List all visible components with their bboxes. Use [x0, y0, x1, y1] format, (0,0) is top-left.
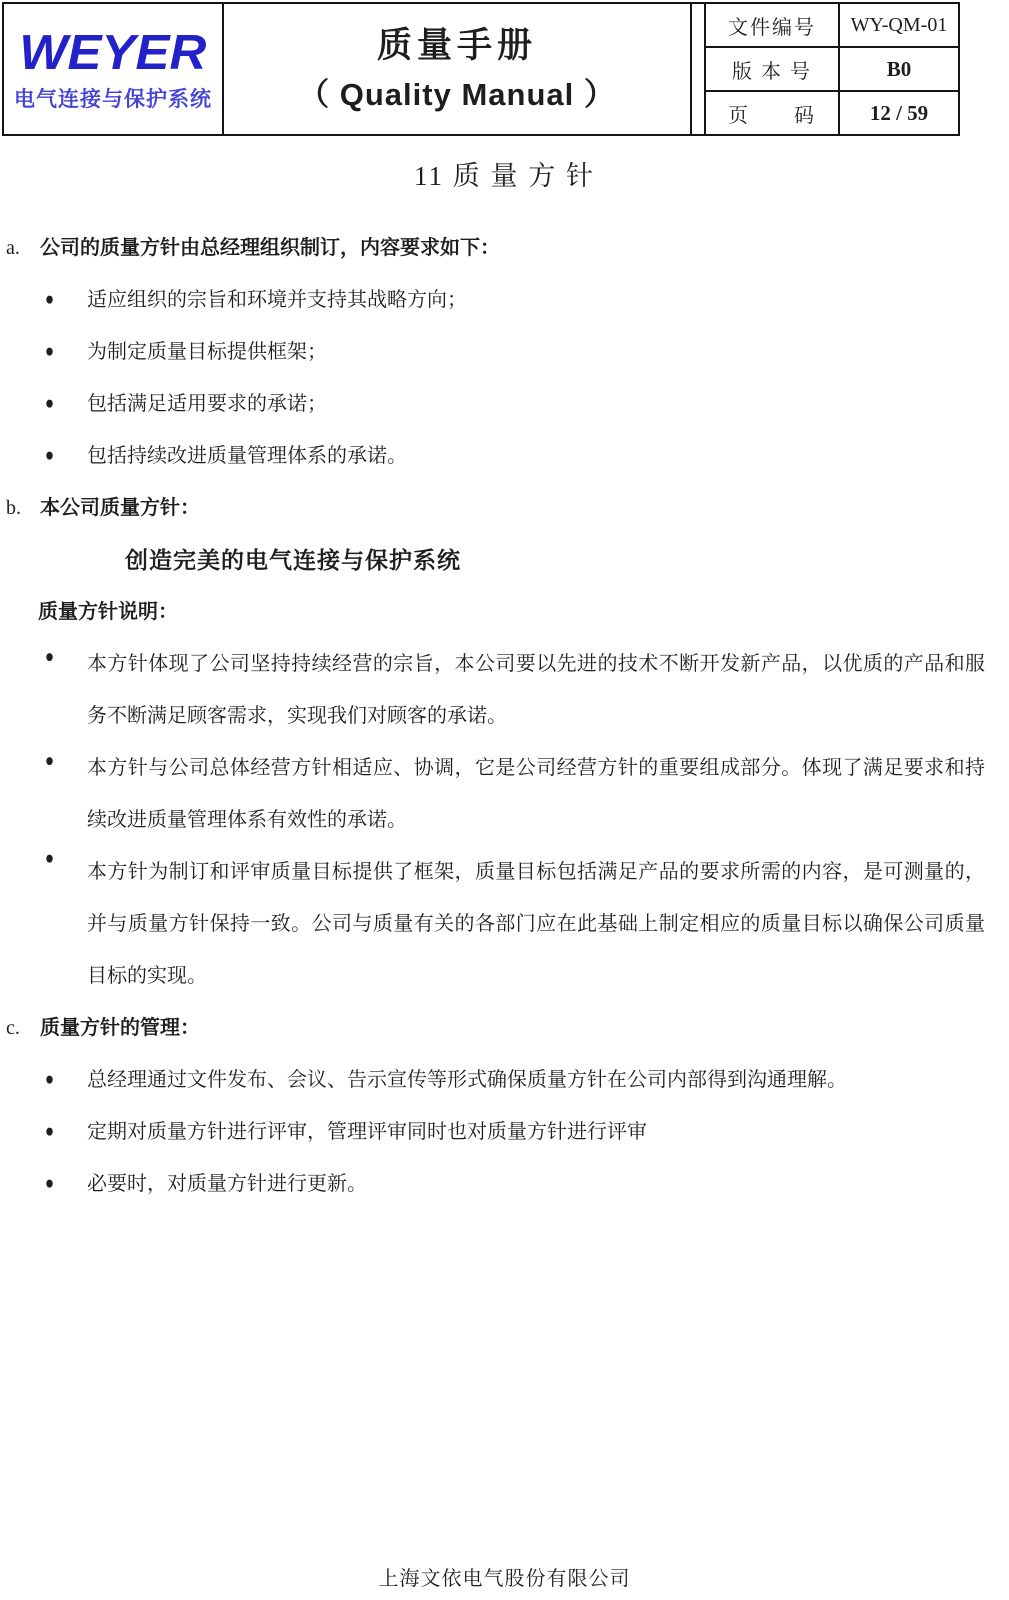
section-c-marker: c.: [6, 1017, 20, 1039]
list-item: [0, 326, 1009, 378]
bullet-text: 定期对质量方针进行评审，管理评审同时也对质量方针进行评审: [87, 1121, 647, 1143]
bullet-text: 适应组织的宗旨和环境并支持其战略方向；: [87, 289, 467, 311]
bullet-icon: ●: [45, 290, 55, 310]
policy-explanation-title: 质量方针说明：: [38, 601, 178, 623]
bullet-icon: ●: [45, 394, 55, 414]
page-label: 页 码: [728, 104, 816, 127]
info-table: [704, 4, 958, 134]
document-body: [0, 150, 1009, 1210]
page-value: 12 / 59: [838, 92, 958, 134]
section-a-title-row: [0, 222, 1009, 274]
quality-policy-slogan: 创造完美的电气连接与保护系统: [125, 547, 461, 573]
section-a-marker: a.: [6, 237, 20, 259]
bullet-icon: ●: [45, 1070, 55, 1090]
manual-title-cn: 质量手册: [376, 26, 537, 65]
bullet-icon: ●: [45, 1122, 55, 1142]
info-row-doc-number: [706, 4, 958, 48]
bullet-icon: ●: [45, 647, 55, 668]
list-item: [0, 846, 1009, 1002]
weyer-logo: WEYER: [19, 25, 207, 80]
bullet-icon: ●: [45, 1174, 55, 1194]
doc-number-label: 文件编号: [728, 16, 816, 39]
logo-cell: [4, 4, 224, 134]
section-heading: 11 质 量 方 针: [414, 161, 595, 191]
bullet-icon: ●: [45, 849, 55, 869]
section-a-title: 公司的质量方针由总经理组织制订，内容要求如下：: [40, 237, 500, 259]
footer-company-name: 上海文依电气股份有限公司: [378, 1568, 631, 1590]
list-item: [0, 274, 1009, 326]
list-item: [0, 742, 1009, 846]
bullet-text: 本方针体现了公司坚持持续经营的宗旨，本公司要以先进的技术不断开发新产品，以优质的产品和服务不断满足顾客需求，实现我们对顾客的承诺。: [87, 653, 985, 727]
section-c-title-row: [0, 1002, 1009, 1054]
logo-tagline: 电气连接与保护系统: [14, 87, 212, 111]
bullet-text: 本方针与公司总体经营方针相适应、协调，它是公司经营方针的重要组成部分。体现了满足要求和持续改进质量管理体系有效性的承诺。: [87, 757, 985, 831]
title-cell: [224, 4, 692, 134]
list-item: [0, 1054, 1009, 1106]
bullet-text: 总经理通过文件发布、会议、告示宣传等形式确保质量方针在公司内部得到沟通理解。: [87, 1069, 847, 1091]
version-value: B0: [838, 48, 958, 90]
bullet-icon: ●: [45, 751, 55, 772]
section-c-title: 质量方针的管理：: [40, 1017, 200, 1039]
bullet-text: 为制定质量目标提供框架；: [87, 341, 327, 363]
list-item: [0, 430, 1009, 482]
section-b-marker: b.: [6, 497, 21, 519]
bullet-text: 必要时，对质量方针进行更新。: [87, 1173, 367, 1195]
bullet-text: 包括持续改进质量管理体系的承诺。: [87, 445, 407, 467]
list-item: [0, 1158, 1009, 1210]
info-row-page: [706, 92, 958, 134]
info-row-version: [706, 48, 958, 92]
header-table: [2, 2, 960, 136]
doc-number-value: WY-QM-01: [838, 4, 958, 46]
list-item: [0, 378, 1009, 430]
bullet-text: 包括满足适用要求的承诺；: [87, 393, 327, 415]
section-b-title-row: [0, 482, 1009, 534]
bullet-icon: ●: [45, 342, 55, 362]
list-item: [0, 1106, 1009, 1158]
manual-title-en: （ Quality Manual ）: [298, 77, 616, 112]
bullet-text: 本方针为制订和评审质量目标提供了框架，质量目标包括满足产品的要求所需的内容，是可测量的，并与质量方针保持一致。公司与质量有关的各部门应在此基础上制定相应的质量目标以确保公司质量目标的实现。: [87, 861, 985, 987]
list-item: [0, 638, 1009, 742]
header-gap: [692, 4, 704, 134]
section-b-title: 本公司质量方针：: [40, 497, 200, 519]
version-label: 版 本 号: [732, 60, 812, 83]
bullet-icon: ●: [45, 446, 55, 466]
